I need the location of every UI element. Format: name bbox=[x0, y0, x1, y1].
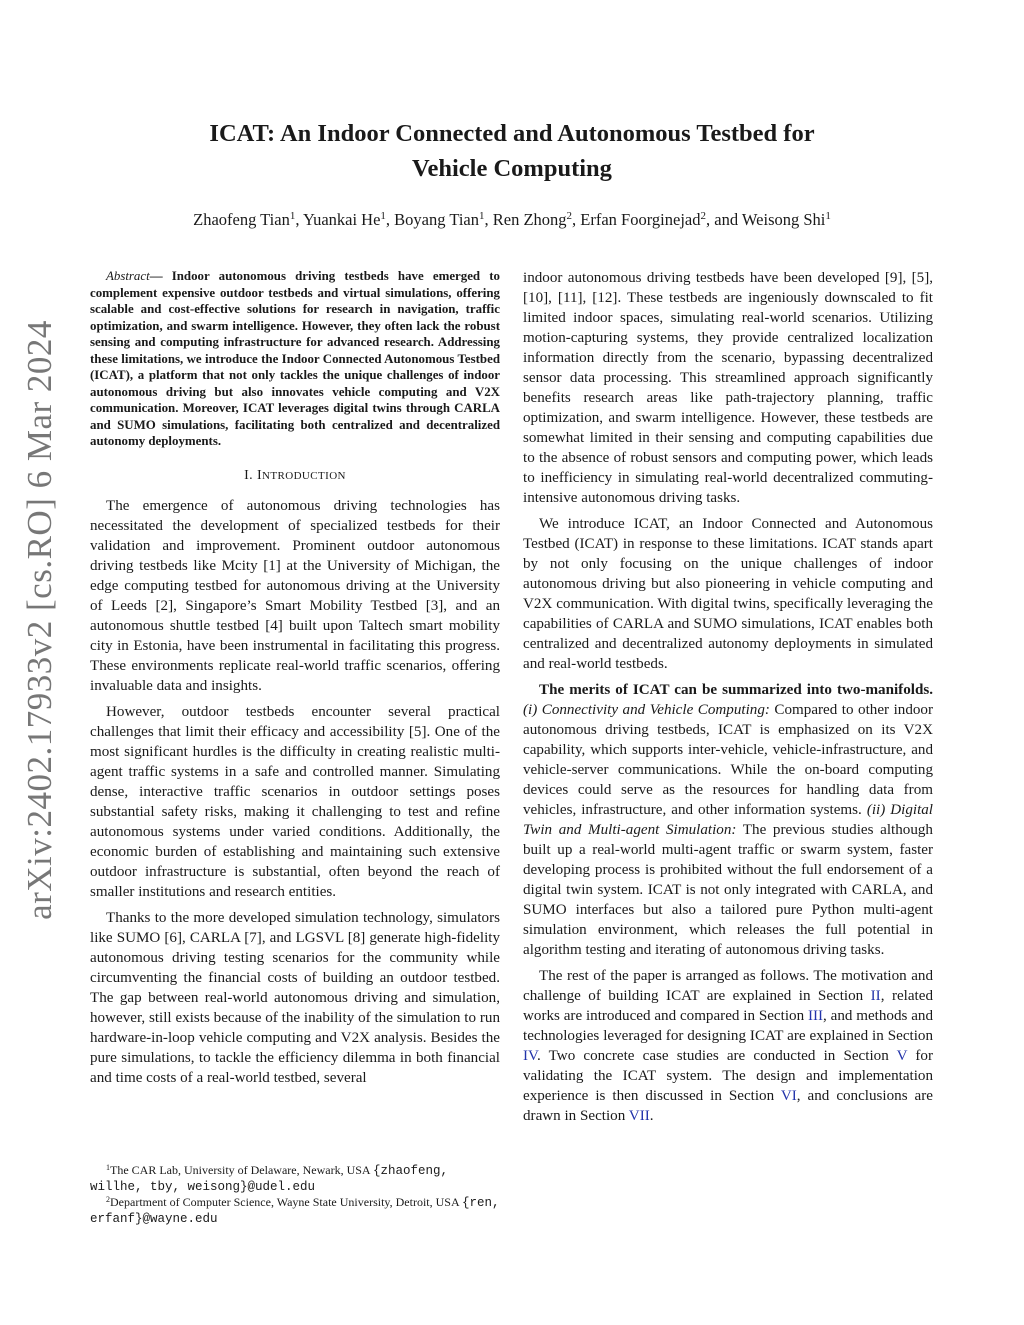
author-affiliation-mark: 1 bbox=[289, 210, 296, 222]
footnote-2 bbox=[90, 1195, 502, 1227]
author-separator: , and bbox=[706, 210, 742, 229]
author: Zhaofeng Tian bbox=[193, 210, 290, 229]
author: Erfan Foorginejad bbox=[580, 210, 701, 229]
author: Yuankai He bbox=[302, 210, 381, 229]
merit-i-label: (i) Connectivity and Vehicle Computing: bbox=[523, 702, 770, 718]
merit-ii-text: The previous studies although built up a real-world multi-agent traffic or swarm system, faster developing process is prohibited without the full endorsement of a digital twin system. ICAT is not only integrated with CARLA, and SUMO interfaces but also a tailored pure Python multi-agent simulation environment, which releases the full potential in algorithm testing and iterating of autonomous driving tasks. bbox=[523, 822, 933, 958]
left-column bbox=[90, 268, 500, 1094]
author-affiliation-mark: 1 bbox=[478, 210, 485, 222]
paper-title bbox=[150, 116, 874, 186]
text-run: . Two concrete case studies are conducted in Section bbox=[536, 1048, 897, 1064]
intro-paragraph-3: Thanks to the more developed simulation technology, simulators like SUMO [6], CARLA [7], and LGSVL [8] generate high-fidelity autonomous driving testing scenarios for the community while circumventing the financial costs of building an outdoor testbed. The gap between real-world autonomous driving and simulation, however, still exists because of the inability of the simulation to run hardware-in-loop vehicle computing and V2X analysis. Besides the pure simulations, to tackle the efficiency dilemma in both financial and time costs of a real-world testbed, several bbox=[90, 909, 500, 1086]
footnote-email: {ren, erfanf}@wayne.edu bbox=[90, 1196, 500, 1226]
text-run: for validating the ICAT system. The design and implementation experience is then discussed in Section bbox=[523, 1048, 933, 1104]
text-run: , and conclusions are drawn in Section bbox=[523, 1088, 933, 1124]
author: Boyang Tian bbox=[394, 210, 479, 229]
abstract bbox=[90, 268, 500, 450]
footnote-mark: 1 bbox=[106, 1163, 110, 1172]
author-affiliation-mark: 1 bbox=[825, 210, 831, 222]
section-link-III[interactable]: III bbox=[807, 1008, 824, 1024]
intro-paragraph-1: The emergence of autonomous driving technologies has necessitated the development of specialized testbeds for their validation and improvement. Prominent outdoor autonomous driving testbeds like Mcity [1] at the University of Michigan, the edge computing testbed for autonomous driving at the University of Leeds [2], Singapore’s Smart Mobility Testbed [3], and an autonomous shuttle testbed [4] built upon Taltech smart mobility city in Estonia, have been instrumental in facilitating this progress. These environments replicate real-world traffic scenarios, offering invaluable data and insights. bbox=[90, 497, 500, 694]
title-line-1: ICAT: An Indoor Connected and Autonomous Testbed for bbox=[209, 120, 815, 147]
author: Weisong Shi bbox=[741, 210, 826, 229]
author-affiliation-mark: 2 bbox=[566, 210, 573, 222]
footnote-email: {zhaofeng, willhe, tby, weisong}@udel.edu bbox=[90, 1164, 448, 1194]
merits-lead: The merits of ICAT can be summarized into two-manifolds. bbox=[539, 682, 933, 698]
text-run: The rest of the paper is arranged as follows. The motivation and challenge of building ICAT are explained in Section bbox=[523, 968, 933, 1004]
author-separator: , bbox=[385, 210, 395, 229]
author-separator: , bbox=[295, 210, 303, 229]
section-number: I. bbox=[244, 467, 257, 483]
intro-paragraph-2: However, outdoor testbeds encounter several practical challenges that limit their efficacy and accessibility [5]. One of the most significant hurdles is the difficulty in creating realistic multi-agent traffic systems in a safe and controlled manner. Simulating dense, interactive traffic scenarios in outdoor settings poses substantial safety risks, making it challenging to test and refine autonomous systems under varied conditions. Additionally, the economic burden of establishing and maintaining such extensive outdoor infrastructure is substantial, often beyond the reach of smaller institutions and research entities. bbox=[90, 703, 500, 900]
section-link-VII[interactable]: VII bbox=[628, 1108, 650, 1124]
section-title-smallcaps: NTRODUCTION bbox=[262, 469, 346, 482]
author-affiliation-mark: 1 bbox=[380, 210, 386, 222]
paper-organization-paragraph bbox=[523, 966, 933, 1126]
merit-i-text: Compared to other indoor autonomous driving testbeds, ICAT is emphasized on its V2X capability, which supports inter-vehicle, vehicle-infrastructure, and vehicle-server communications. While the on-board computing devices could serve as the resources for handling data from vehicles, infrastructure, and other information systems. bbox=[523, 702, 933, 818]
footnote-affiliation: Department of Computer Science, Wayne State University, Detroit, USA bbox=[110, 1195, 462, 1209]
author-list bbox=[100, 210, 924, 230]
right-column bbox=[523, 268, 933, 1132]
section-link-IV[interactable]: IV bbox=[523, 1048, 537, 1064]
section-title-initial: I bbox=[256, 467, 263, 483]
footnote-mark: 2 bbox=[106, 1195, 110, 1204]
intro-paragraph-icat: We introduce ICAT, an Indoor Connected and Autonomous Testbed (ICAT) in response to these limitations. ICAT stands apart by not only focusing on the unique challenges of indoor autonomous driving but also pioneering in vehicle computing and V2X communication. With digital twins, specifically leveraging the capabilities of CARLA and SUMO simulations, ICAT enables both centralized and decentralized autonomy deployments in simulated and real-world testbeds. bbox=[523, 516, 933, 672]
author: Ren Zhong bbox=[492, 210, 567, 229]
text-run: , and methods and technologies leveraged for designing ICAT are explained in Section bbox=[523, 1008, 934, 1044]
title-line-2: Vehicle Computing bbox=[412, 155, 612, 182]
abstract-label: Abstract bbox=[106, 269, 150, 283]
footnotes bbox=[90, 1163, 502, 1227]
author-separator: , bbox=[572, 210, 581, 229]
merit-ii-label: (ii) Digital Twin and Multi-agent Simulation: bbox=[523, 802, 933, 838]
footnote-1 bbox=[90, 1163, 502, 1195]
intro-paragraph-continued: indoor autonomous driving testbeds have been developed [9], [5], [10], [11], [12]. These testbeds are ingeniously downscaled to fit limited indoor spaces, simulating real-world scenarios. Utilizing motion-capturing systems, they provide centralized localization information directly from the scenario, bypassing decentralized sensor data processing. This streamlined approach significantly benefits research areas like path-trajectory planning, traffic optimization, and swarm intelligence. However, these testbeds are somewhat limited in their sensing and computing capabilities due to the absence of robust sensors and computing power, which leads to inefficiency in simulating real-world decentralized commuting-intensive autonomous driving tasks. bbox=[523, 270, 933, 506]
arxiv-identifier-margin bbox=[20, 270, 60, 970]
merits-paragraph bbox=[523, 680, 933, 960]
section-link-VI[interactable]: VI bbox=[780, 1088, 797, 1104]
arxiv-identifier: arXiv:2402.17933v2 [cs.RO] 6 Mar 2024 bbox=[20, 320, 59, 920]
author-separator: , bbox=[484, 210, 493, 229]
section-heading-introduction bbox=[90, 466, 500, 486]
abstract-dash: — bbox=[149, 269, 172, 283]
text-run: , related works are introduced and compared in Section bbox=[523, 988, 933, 1024]
text-run: . bbox=[649, 1108, 654, 1124]
abstract-text: Indoor autonomous driving testbeds have emerged to complement expensive outdoor testbeds and virtual simulations, offering scalable and cost-effective solutions for research in navigation, traffic optimization, and swarm intelligence. However, they often lack the robust sensing and computing infrastructure for advanced research. Addressing these limitations, we introduce the Indoor Connected Autonomous Testbed (ICAT), a platform that not only tackles the unique challenges of indoor autonomous driving but also innovates vehicle computing and V2X communication. Moreover, ICAT leverages digital twins through CARLA and SUMO simulations, facilitating both centralized and decentralized autonomy deployments. bbox=[90, 269, 500, 448]
footnote-affiliation: The CAR Lab, University of Delaware, Newark, USA bbox=[110, 1163, 373, 1177]
author-affiliation-mark: 2 bbox=[700, 210, 706, 222]
section-link-V[interactable]: V bbox=[896, 1048, 908, 1064]
section-link-II[interactable]: II bbox=[870, 988, 881, 1004]
